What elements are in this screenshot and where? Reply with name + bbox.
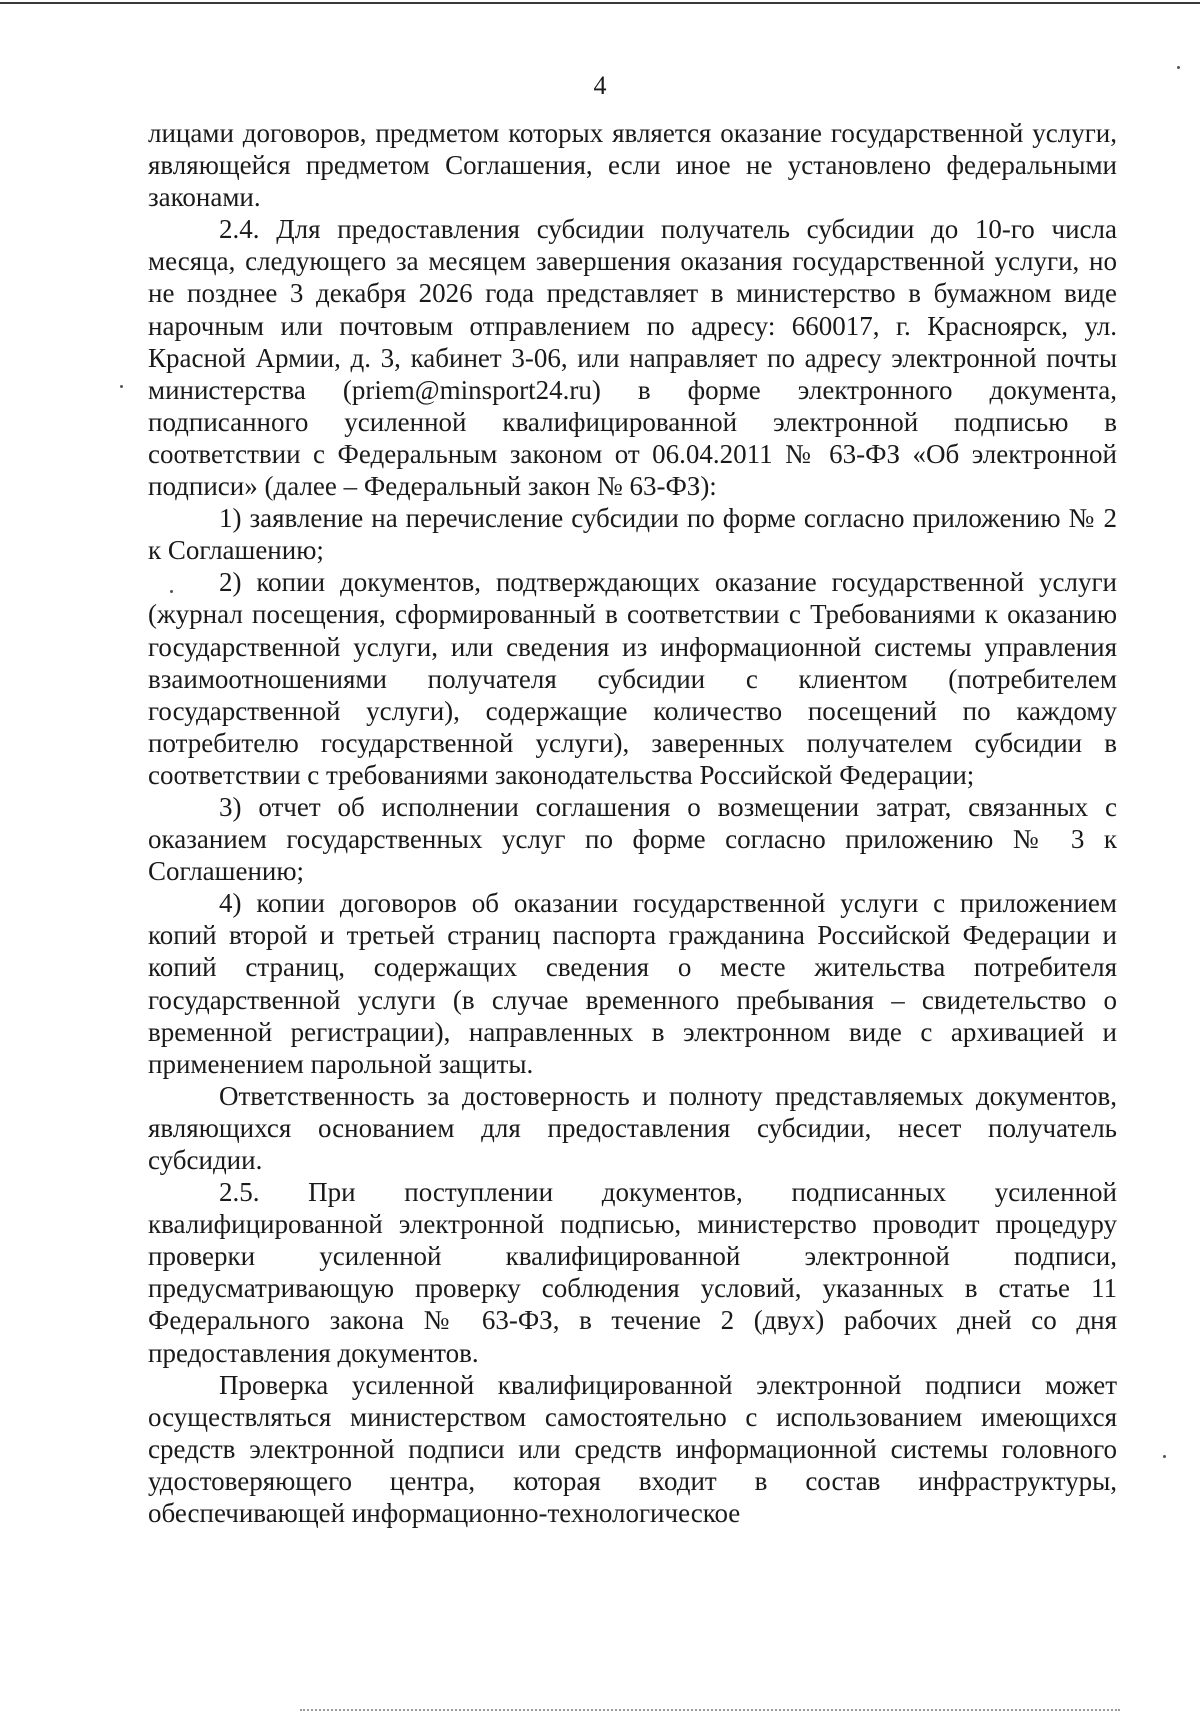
scan-edge-bottom (300, 1709, 1120, 1713)
paragraph-2-4: 2.4. Для предоставления субсидии получатель субсидии до 10-го числа месяца, следующего за месяцем завершения оказания государственной услуги, но не позднее 3 декабря 2026 года представляет в министерство в бумажном виде нарочным или почтовым отправлением по адресу: 660017, г. Красноярск, ул. Красной Армии, д. 3, кабинет 3-06, или направляет по адресу электронной почты министерства (priem@minsport24.ru) в форме электронного документа, подписанного усиленной квалифицированной электронной подписью в соответствии с Федеральным законом от 06.04.2011 № 63-ФЗ «Об электронной подписи» (далее – Федеральный закон № 63-ФЗ): (148, 214, 1117, 502)
paragraph-responsibility: Ответственность за достоверность и полноту представляемых документов, являющихся основанием для предоставления субсидии, несет получатель субсидии. (148, 1080, 1117, 1175)
list-item-4: 4) копии договоров об оказании государственной услуги с приложением копий второй и третьей страниц паспорта гражданина Российской Федерации и копий страниц, содержащих сведения о месте жительства потребителя государственной услуги (в случае временного пребывания – свидетельство о временной регистрации), направленных в электронном виде с архивацией и применением парольной защиты. (148, 888, 1117, 1079)
paragraph-2-5: 2.5. При поступлении документов, подписанных усиленной квалифицированной электронной подписью, министерство проводит процедуру проверки усиленной квалифицированной электронной подписи, предусматривающую проверку соблюдения условий, указанных в статье 11 Федерального закона № 63-ФЗ, в течение 2 (двух) рабочих дней со дня предоставления документов. (148, 1177, 1117, 1368)
scan-edge-top (0, 2, 1200, 4)
list-item-2: 2) копии документов, подтверждающих оказание государственной услуги (журнал посещения, сформированный в соответствии с Требованиями к оказанию государственной услуги, или сведения из информационной системы управления взаимоотношениями получателя субсидии с клиентом (потребителем государственной услуги), содержащие количество посещений по каждому потребителю государственной услуги), заверенных получателем субсидии в соответствии с требованиями законодательства Российской Федерации; (148, 567, 1117, 790)
page-number: 4 (593, 71, 607, 100)
paragraph-continuation: лицами договоров, предметом которых является оказание государственной услуги, являющейся предметом Соглашения, если иное не установлено федеральными законами. (148, 118, 1117, 213)
scan-speck (1177, 66, 1180, 69)
document-body (148, 117, 1117, 1529)
list-item-1: 1) заявление на перечисление субсидии по форме согласно приложению № 2 к Соглашению; (148, 503, 1117, 566)
list-item-3: 3) отчет об исполнении соглашения о возмещении затрат, связанных с оказанием государственных услуг по форме согласно приложению № 3 к Соглашению; (148, 791, 1117, 887)
scan-speck (120, 385, 123, 388)
paragraph-signature-check: Проверка усиленной квалифицированной электронной подписи может осуществляться министерством самостоятельно с использованием имеющихся средств электронной подписи или средств информационной системы головного удостоверяющего центра, которая входит в состав инфраструктуры, обеспечивающей информационно-технологическое (148, 1369, 1117, 1529)
scan-speck (170, 590, 173, 593)
scan-speck (1163, 1455, 1166, 1458)
